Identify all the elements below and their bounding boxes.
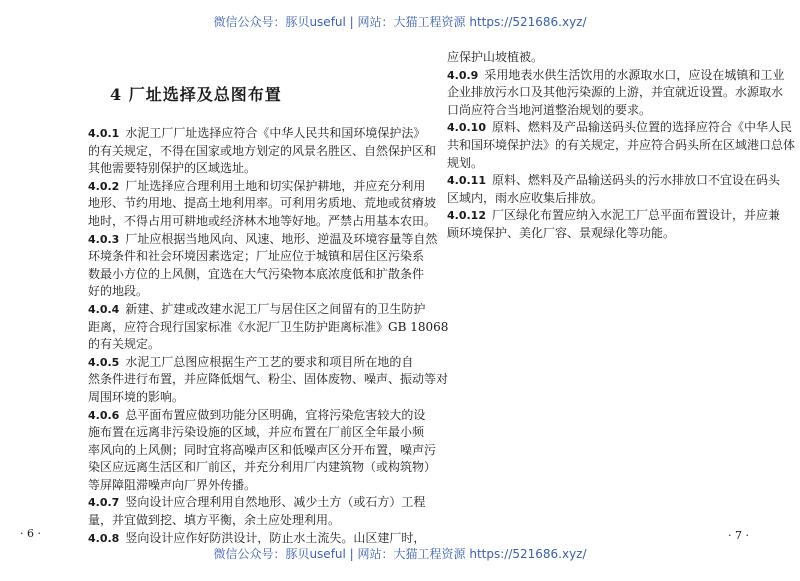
watermark-top: 微信公众号：豚贝useful | 网站：大猫工程资源 https://521686.xyz/	[213, 15, 587, 29]
clause-text: 染区应远离生活区和厂前区，并充分利用厂内建筑物（或构筑物）	[88, 460, 437, 475]
clause-4-0-4	[88, 301, 449, 354]
text-line	[447, 102, 721, 120]
text-line	[88, 248, 425, 266]
page-number-left: · 6 ·	[20, 527, 41, 540]
text-line	[447, 190, 721, 208]
clause-number: 4.0.11	[447, 174, 486, 188]
clause-number: 4.0.9	[447, 68, 479, 82]
clause-text: 总平面布置应做到功能分区明确，宜将污染危害较大的设	[125, 407, 426, 422]
clause-4-0-5	[88, 354, 449, 407]
text-line	[447, 84, 784, 102]
clause-text: 的有关规定。	[88, 337, 161, 352]
text-line	[447, 119, 792, 137]
clause-text: 量，并宜做到挖、填方平衡，余土应处理利用。	[88, 513, 341, 528]
clause-4-0-8	[88, 530, 426, 548]
text-line	[447, 207, 780, 225]
text-line	[88, 459, 437, 477]
clause-text: 厂址应根据当地风向、风速、地形、逆温及环境容量等自然	[125, 231, 438, 246]
clause-text: 距离，应符合现行国家标准《水泥厂卫生防护距离标准》GB 18068	[88, 319, 449, 334]
clause-text: 区域内，雨水应收集后排放。	[447, 190, 604, 205]
text-line	[88, 407, 426, 425]
page-number-right: · 7 ·	[728, 529, 749, 542]
text-line	[88, 213, 437, 231]
clause-4-0-9	[447, 67, 785, 120]
text-line	[88, 336, 356, 354]
text-line	[88, 442, 437, 460]
clause-4-0-1	[88, 125, 437, 178]
text-line	[88, 283, 356, 301]
clause-4-0-2	[88, 178, 437, 231]
clause-text: 厂址选择应合理利用土地和切实保护耕地，并应充分利用	[125, 178, 426, 193]
clause-number: 4.0.1	[88, 127, 120, 140]
clause-text: 等屏障阻滞噪声向厂界外传播。	[88, 477, 257, 492]
clause-text: 水泥工厂总图应根据生产工艺的要求和项目所在地的自	[125, 354, 414, 369]
text-line	[447, 67, 785, 85]
text-line	[447, 155, 721, 173]
clause-text: 竖向设计应作好防洪设计，防止水土流失。山区建厂时，	[125, 530, 426, 545]
clause-text: 施布置在远离非污染设施的区域，并应布置在厂前区全年最小频	[88, 425, 425, 440]
clause-text: 地形、节约用地、提高土地利用率。可利用劣质地、荒地或贫瘠坡	[88, 196, 437, 211]
clause-text: 采用地表水供生活饮用的水源取水口，应设在城镇和工业	[484, 67, 785, 82]
text-line	[88, 301, 426, 319]
clause-text: 其他需要特别保护的区域选址。	[88, 161, 257, 176]
clause-number: 4.0.7	[88, 496, 120, 510]
clause-4-0-3	[88, 231, 438, 301]
text-line	[88, 530, 426, 548]
left-page-body	[88, 125, 449, 547]
clause-number: 4.0.10	[447, 121, 486, 135]
text-line	[88, 389, 356, 407]
clause-text: 规划。	[447, 155, 484, 170]
text-line	[88, 477, 356, 495]
clause-number: 4.0.8	[88, 531, 120, 545]
clause-number: 4.0.5	[88, 355, 120, 369]
text-line	[88, 371, 449, 389]
clause-text: 然条件进行布置，并应降低烟气、粉尘、固体废物、噪声、振动等对	[88, 372, 449, 387]
text-line	[88, 195, 437, 213]
text-line	[88, 160, 356, 178]
text-line	[88, 143, 437, 161]
clause-text: 环境条件和社会环境因素选定；厂址应位于城镇和居住区污染系	[88, 249, 425, 264]
clause-4-0-12	[447, 207, 780, 242]
clause-text: 新建、扩建或改建水泥工厂与居住区之间留有的卫生防护	[125, 301, 426, 316]
text-line	[88, 512, 356, 530]
section-title: 4 厂址选择及总图布置	[110, 85, 282, 104]
clause-text: 数最小方位的上风侧，宜选在大气污染物本底浓度低和扩散条件	[88, 266, 425, 281]
clause-text: 原料、燃料及产品输送码头的污水排放口不宜设在码头	[491, 173, 780, 188]
clause-number: 4.0.2	[88, 179, 120, 193]
text-line	[88, 125, 426, 143]
clause-text: 竖向设计应合理利用自然地形、减少土方（或石方）工程	[125, 495, 426, 510]
clause-4-0-7	[88, 494, 426, 529]
clause-number: 4.0.3	[88, 232, 120, 246]
clause-number: 4.0.4	[88, 302, 120, 316]
clause-text: 厂区绿化布置应纳入水泥工厂总平面布置设计，并应兼	[491, 208, 780, 223]
text-line	[447, 137, 796, 155]
clause-text: 周围环境的影响。	[88, 389, 185, 404]
clause-number: 4.0.12	[447, 209, 486, 223]
text-line	[88, 178, 426, 196]
clause-4-0-6	[88, 407, 437, 495]
clause-text: 顾环境保护、美化厂容、景观绿化等功能。	[447, 225, 676, 240]
text-line	[88, 494, 426, 512]
text-line	[88, 354, 414, 372]
text-line	[88, 231, 438, 249]
clause-text: 水泥工厂厂址选择应符合《中华人民共和国环境保护法》	[125, 126, 426, 140]
clause-text: 好的地段。	[88, 284, 149, 299]
clause-4-0-10	[447, 119, 796, 172]
text-line	[88, 424, 425, 442]
text-line	[447, 172, 780, 190]
text-line	[447, 225, 721, 243]
clause-text: 企业排放污水口及其他污染源的上游，并宜就近设置。水源取水	[447, 85, 784, 100]
clause-text: 率风向的上风侧；同时宜将高噪声区和低噪声区分开布置，噪声污	[88, 442, 437, 457]
clause-text: 地时，不得占用可耕地或经济林木地等好地。严禁占用基本农田。	[88, 213, 437, 228]
watermark-bottom: 微信公众号：豚贝useful | 网站：大猫工程资源 https://521686.xyz/	[213, 547, 587, 561]
clause-text: 口尚应符合当地河道整治规划的要求。	[447, 102, 652, 117]
continuation-line: 应保护山坡植被。	[447, 50, 544, 64]
clause-4-0-11	[447, 172, 780, 207]
clause-text: 共和国环境保护法》的有关规定，并应符合码头所在区域港口总体	[447, 137, 796, 152]
clause-text: 原料、燃料及产品输送码头位置的选择应符合《中华人民	[491, 120, 792, 135]
text-line	[88, 266, 425, 284]
clause-number: 4.0.6	[88, 408, 120, 422]
clause-text: 的有关规定，不得在国家或地方划定的风景名胜区、自然保护区和	[88, 143, 437, 158]
text-line	[88, 319, 449, 337]
right-page-body	[447, 49, 796, 243]
